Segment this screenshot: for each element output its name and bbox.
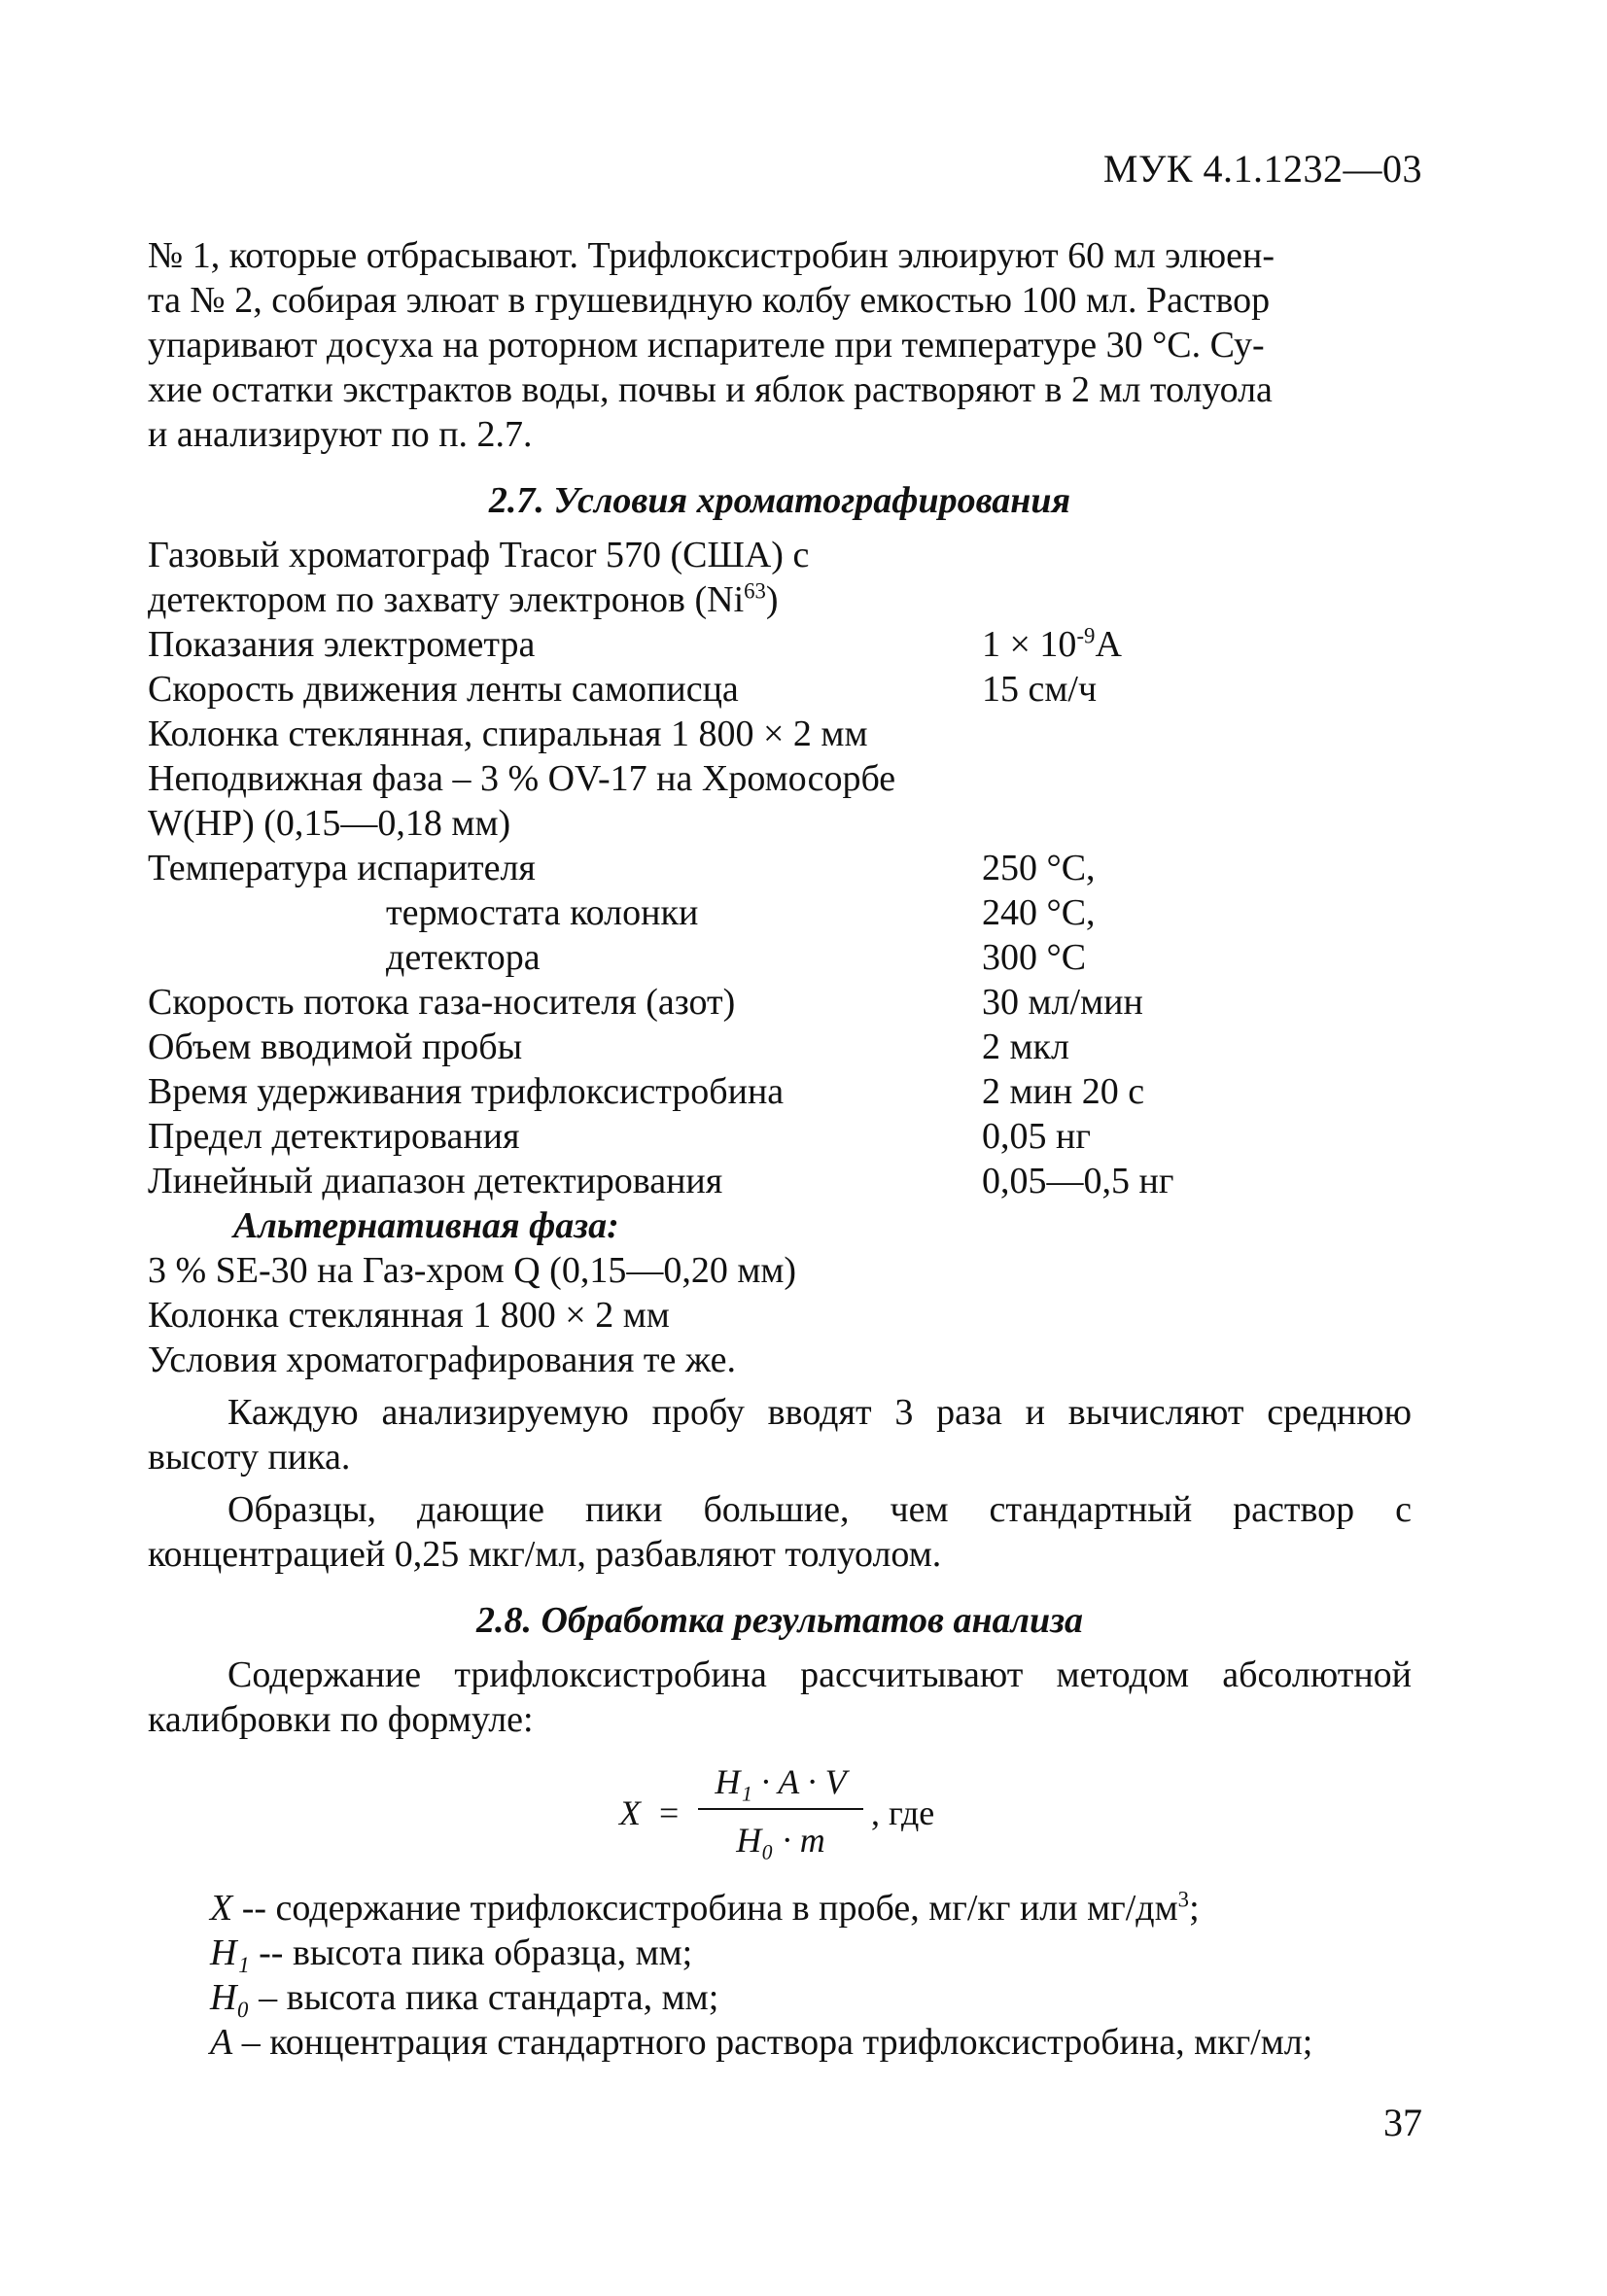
condition-label: термостата колонки [386,892,699,933]
condition-row [148,667,1412,712]
section-title-2-7: 2.7. Условия хроматографирования [488,480,1071,521]
condition-label: Скорость потока газа-носителя (азот) [148,982,736,1023]
formula-lhs: X [619,1793,641,1832]
formula-suffix: , где [871,1793,935,1832]
paragraph-injection: Каждую анализируемую пробу вводят 3 раза и вычисляют среднюю высоту пика. [148,1392,1412,1478]
condition-label: Скорость движения ленты самописца [148,669,739,710]
page-number: 37 [1383,2101,1422,2144]
condition-row [148,1114,1412,1159]
paragraph-dilution: Образцы, дающие пики большие, чем стандартный раствор с концентрацией 0,25 мкг/мл, разбавляют толуолом. [148,1489,1412,1575]
condition-row [148,890,1412,935]
condition-row [148,712,1412,756]
condition-label: Показания электрометра [148,624,536,665]
condition-label: Неподвижная фаза – 3 % OV-17 на Хромосорбе [148,758,896,799]
text-line: хие остатки экстрактов воды, почвы и яблок растворяют в 2 мл толуола [148,369,1273,410]
condition-value [982,756,1412,801]
condition-row [148,935,1412,980]
condition-row [148,846,1412,890]
condition-rows-indented [148,890,1412,980]
condition-label: Линейный диапазон детектирования [148,1161,723,1201]
section-title-2-8: 2.8. Обработка результатов анализа [475,1600,1084,1641]
definition-text: -- содержание трифлоксистробина в пробе, мг/кг или мг/дм [232,1888,1178,1929]
text-line: та № 2, собирая элюат в грушевидную колбу емкостью 100 мл. Раствор [148,280,1271,321]
condition-value: 2 мин 20 с [982,1071,1145,1112]
calculation-formula [148,1759,1412,1876]
text-line: № 1, которые отбрасывают. Трифлоксистробин элюируют 60 мл элюен- [148,235,1275,276]
detector-line [148,577,1412,622]
intro-paragraph [148,233,1412,457]
exponent-superscript: -9 [1076,623,1096,648]
definition-symbol: X [210,1888,233,1929]
condition-value: 2 мкл [982,1026,1069,1067]
definition-line [148,1975,1412,2020]
formula-numerator: H₁ · A · V [698,1759,863,1810]
formula-denominator: H₀ · m [736,1821,825,1860]
condition-row [148,1069,1412,1114]
definition-line [148,1886,1412,1931]
formula-fraction [698,1759,863,1862]
condition-label: Колонка стеклянная, спиральная 1 800 × 2 мм [148,713,868,754]
alt-line: Условия хроматографирования те же. [148,1339,736,1380]
condition-value: 30 мл/мин [982,982,1143,1023]
condition-label: Объем вводимой пробы [148,1026,523,1067]
condition-row [148,1025,1412,1069]
condition-value: 0,05—0,5 нг [982,1161,1174,1201]
document-code-header: МУК 4.1.1232—03 [1102,147,1422,191]
value-text: 1 × 10 [982,624,1077,665]
definition-tail: ; [1189,1888,1200,1929]
chromatography-conditions [148,533,1412,1382]
formula-equals: = [659,1793,680,1832]
alt-line: Колонка стеклянная 1 800 × 2 мм [148,1295,670,1336]
condition-rows-a [148,667,1412,890]
unit-superscript: 3 [1177,1887,1190,1912]
condition-value: 250 °С, [982,848,1096,888]
definition-symbol: H₁ [210,1932,250,1973]
definition-symbol: H₀ [210,1977,250,2018]
condition-value: 15 см/ч [982,669,1098,710]
condition-value [982,712,1412,756]
alt-line: 3 % SE-30 на Газ-хром Q (0,15—0,20 мм) [148,1250,797,1291]
condition-value: 240 °С, [982,892,1096,933]
condition-value: 0,05 нг [982,1116,1091,1157]
page-content [148,233,1412,2065]
condition-value: 300 °С [982,937,1087,978]
condition-value [982,622,1412,667]
condition-value [982,801,1412,846]
definition-text: – концентрация стандартного раствора трифлоксистробина, мкг/мл; [232,2022,1313,2063]
text-line: упаривают досуха на роторном испарителе при температуре 30 °С. Су- [148,325,1265,365]
condition-row [148,980,1412,1025]
definition-symbol: A [210,2022,233,2063]
formula-definitions [148,1886,1412,2065]
isotope-superscript: 63 [744,578,766,604]
condition-label: Предел детектирования [148,1116,520,1157]
definition-text: – высота пика стандарта, мм; [249,1977,719,2018]
condition-row [148,1159,1412,1203]
paragraph-calculation: Содержание трифлоксистробина рассчитывают методом абсолютной калибровки по формуле: [148,1654,1412,1740]
chromatograph-line: Газовый хроматограф Tracor 570 (США) с [148,535,810,575]
condition-label: Время удерживания трифлоксистробина [148,1071,785,1112]
definition-text: -- высота пика образца, мм; [249,1932,693,1973]
condition-label: детектора [386,937,541,978]
text-line: и анализируют по п. 2.7. [148,414,533,455]
condition-label: Температура испарителя [148,848,536,888]
definition-line [148,2020,1412,2065]
value-unit: A [1095,624,1122,665]
condition-label: W(HP) (0,15—0,18 мм) [148,803,511,844]
condition-row [148,756,1412,801]
detector-text: детектором по захвату электронов (Ni [148,579,745,620]
condition-row [148,801,1412,846]
condition-row-electrometer [148,622,1412,667]
condition-rows-b [148,980,1412,1203]
detector-text-close: ) [765,579,779,620]
alternative-phase-title: Альтернативная фаза: [233,1205,619,1246]
definition-line [148,1931,1412,1975]
